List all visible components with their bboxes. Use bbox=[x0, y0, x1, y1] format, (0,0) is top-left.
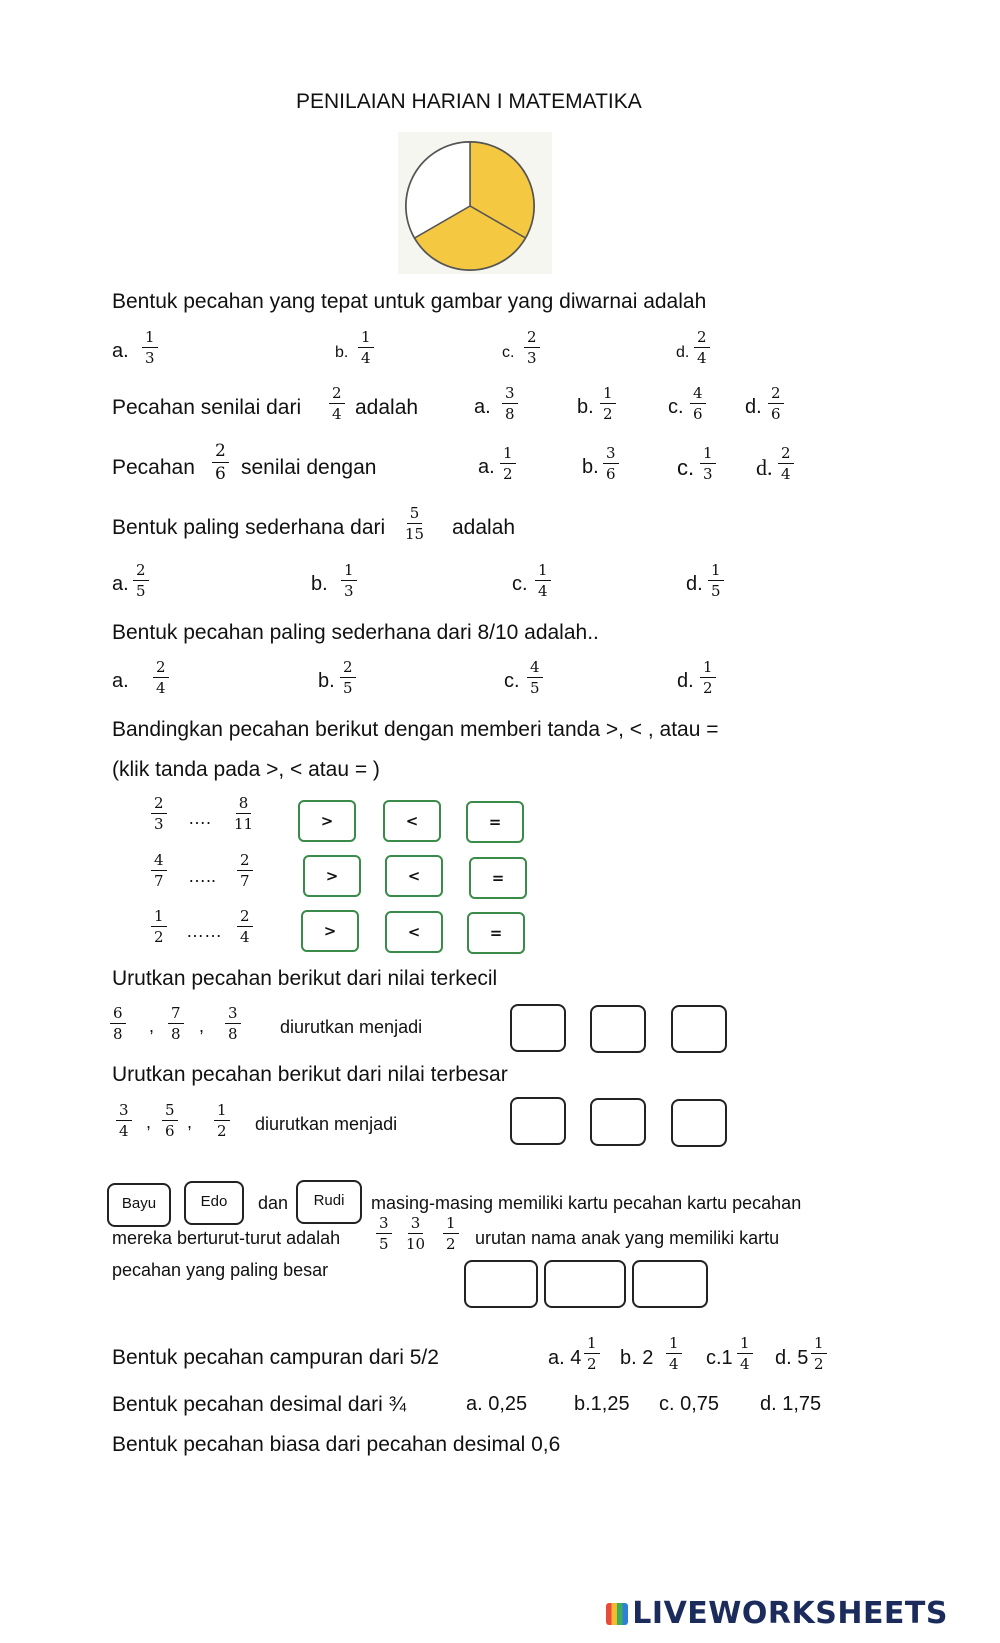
numerator: 3 bbox=[376, 1216, 392, 1234]
denominator: 2 bbox=[154, 928, 164, 946]
q7-answer-box-3[interactable] bbox=[671, 1005, 727, 1053]
q5-option-c-label: c. bbox=[504, 670, 520, 692]
q5-option-b-label: b. bbox=[318, 670, 335, 692]
numerator: 6 bbox=[110, 1006, 126, 1024]
numerator: 1 bbox=[142, 330, 158, 348]
q8-fraction-3 bbox=[214, 1103, 230, 1139]
denominator: 4 bbox=[240, 928, 250, 946]
q9-text-a: masing-masing memiliki kartu pecahan kartu pecahan bbox=[371, 1193, 802, 1213]
q6-row1-dots: …. bbox=[188, 808, 212, 828]
q3-option-d-fraction[interactable] bbox=[778, 446, 794, 482]
logo-text: LIVEWORKSHEETS bbox=[632, 1596, 948, 1631]
q8-fraction-1 bbox=[116, 1103, 132, 1139]
denominator: 4 bbox=[781, 465, 791, 483]
q6-row1-left-fraction bbox=[151, 796, 167, 832]
denominator: 2 bbox=[446, 1235, 456, 1253]
q2-option-c-fraction[interactable] bbox=[690, 386, 706, 422]
denominator: 11 bbox=[234, 815, 254, 833]
q8-fraction-2 bbox=[162, 1103, 178, 1139]
denominator: 4 bbox=[669, 1355, 679, 1373]
q3-option-b-label: b. bbox=[582, 456, 599, 478]
q9-fraction-1 bbox=[376, 1216, 392, 1252]
denominator: 2 bbox=[814, 1355, 824, 1373]
question-3-text-b: senilai dengan bbox=[241, 456, 377, 479]
question-5-text: Bentuk pecahan paling sederhana dari 8/10 adalah.. bbox=[112, 621, 599, 644]
q1-option-d-label: d. bbox=[676, 344, 690, 361]
q3-fraction bbox=[212, 443, 229, 483]
question-3-text-a: Pecahan bbox=[112, 456, 195, 479]
q10-option-d-label: d. 5 bbox=[775, 1347, 809, 1369]
q11-option-d[interactable]: d. 1,75 bbox=[760, 1393, 822, 1415]
numerator: 8 bbox=[236, 796, 252, 814]
q8-separator: , bbox=[146, 1112, 152, 1132]
q9-text-c: urutan nama anak yang memiliki kartu bbox=[475, 1228, 780, 1248]
denominator: 5 bbox=[711, 582, 721, 600]
q9-answer-box-2[interactable] bbox=[544, 1260, 626, 1308]
q3-option-a-label: a. bbox=[478, 456, 495, 478]
denominator: 6 bbox=[606, 465, 616, 483]
q1-option-b-label: b. bbox=[335, 344, 349, 361]
q8-answer-box-1[interactable] bbox=[510, 1097, 566, 1145]
q10-option-b-label: b. 2 bbox=[620, 1347, 654, 1369]
q6-row2-equal-button[interactable]: = bbox=[469, 857, 527, 899]
name-card-edo[interactable]: Edo bbox=[184, 1181, 244, 1225]
page-title: PENILAIAN HARIAN I MATEMATIKA bbox=[296, 90, 642, 113]
q1-option-a-fraction[interactable] bbox=[142, 330, 158, 366]
q2-option-c-label: c. bbox=[668, 396, 684, 418]
numerator: 1 bbox=[600, 386, 616, 404]
name-card-bayu[interactable]: Bayu bbox=[107, 1183, 171, 1227]
numerator: 1 bbox=[737, 1336, 753, 1354]
q9-answer-box-3[interactable] bbox=[632, 1260, 708, 1308]
q6-row2-greater-button[interactable]: > bbox=[303, 855, 361, 897]
question-12-text: Bentuk pecahan biasa dari pecahan desimal 0,6 bbox=[112, 1433, 561, 1456]
q9-text-b: mereka berturut-turut adalah bbox=[112, 1228, 341, 1248]
q6-row3-dots: …… bbox=[186, 921, 222, 941]
q9-dan: dan bbox=[258, 1193, 289, 1213]
denominator: 8 bbox=[505, 405, 515, 423]
question-2-text-b: adalah bbox=[355, 396, 419, 419]
q5-option-c-fraction[interactable] bbox=[527, 660, 543, 696]
q1-option-c-fraction[interactable] bbox=[524, 330, 540, 366]
question-4-text-b: adalah bbox=[452, 516, 516, 539]
denominator: 3 bbox=[527, 349, 537, 367]
q4-option-a-label: a. bbox=[112, 573, 129, 595]
q10-option-a-label: a. 4 bbox=[548, 1347, 582, 1369]
q5-option-d-label: d. bbox=[677, 670, 694, 692]
denominator: 10 bbox=[406, 1235, 426, 1253]
q5-option-a-fraction[interactable] bbox=[153, 660, 169, 696]
q3-option-b-fraction[interactable] bbox=[603, 446, 619, 482]
q9-answer-box-1[interactable] bbox=[464, 1260, 538, 1308]
q6-row2-less-button[interactable]: < bbox=[385, 855, 443, 897]
q10-option-c-fraction[interactable] bbox=[737, 1336, 753, 1372]
q8-label: diurutkan menjadi bbox=[255, 1114, 398, 1134]
q7-separator: , bbox=[149, 1016, 155, 1036]
q11-option-c[interactable]: c. 0,75 bbox=[659, 1393, 720, 1415]
denominator: 6 bbox=[771, 405, 781, 423]
numerator: 1 bbox=[666, 1336, 682, 1354]
numerator: 1 bbox=[214, 1103, 230, 1121]
q10-option-c-label: c.1 bbox=[706, 1347, 733, 1369]
q9-fraction-3 bbox=[443, 1216, 459, 1252]
denominator: 2 bbox=[587, 1355, 597, 1373]
denominator: 2 bbox=[503, 465, 513, 483]
q10-option-b-fraction[interactable] bbox=[666, 1336, 682, 1372]
q1-option-c-label: c. bbox=[502, 344, 515, 361]
q4-option-b-fraction[interactable] bbox=[341, 563, 357, 599]
q2-option-a-label: a. bbox=[474, 396, 491, 418]
numerator: 2 bbox=[212, 443, 229, 463]
name-card-rudi[interactable]: Rudi bbox=[296, 1180, 362, 1224]
pie-figure bbox=[398, 132, 552, 274]
denominator: 5 bbox=[530, 679, 540, 697]
q6-row1-greater-button[interactable]: > bbox=[298, 800, 356, 842]
q2-fraction bbox=[329, 386, 345, 422]
denominator: 4 bbox=[697, 349, 707, 367]
q11-option-b[interactable]: b.1,25 bbox=[574, 1393, 630, 1415]
numerator: 2 bbox=[153, 660, 169, 678]
logo-icon bbox=[606, 1603, 628, 1625]
q3-option-a-fraction[interactable] bbox=[500, 446, 516, 482]
q6-row1-less-button[interactable]: < bbox=[383, 800, 441, 842]
question-6-text: Bandingkan pecahan berikut dengan memberi tanda >, < , atau = bbox=[112, 718, 719, 741]
q4-option-c-fraction[interactable] bbox=[535, 563, 551, 599]
q4-option-a-fraction[interactable] bbox=[133, 563, 149, 599]
denominator: 4 bbox=[156, 679, 166, 697]
q7-fraction-3 bbox=[225, 1006, 241, 1042]
q7-answer-box-1[interactable] bbox=[510, 1004, 566, 1052]
numerator: 1 bbox=[700, 446, 716, 464]
q1-option-a-label: a. bbox=[112, 340, 129, 362]
q2-option-d-label: d. bbox=[745, 396, 762, 418]
q2-option-b-label: b. bbox=[577, 396, 594, 418]
numerator: 2 bbox=[694, 330, 710, 348]
denominator: 8 bbox=[113, 1025, 123, 1043]
numerator: 3 bbox=[116, 1103, 132, 1121]
numerator: 1 bbox=[708, 563, 724, 581]
denominator: 4 bbox=[538, 582, 548, 600]
numerator: 7 bbox=[168, 1006, 184, 1024]
denominator: 3 bbox=[344, 582, 354, 600]
q8-separator: , bbox=[187, 1112, 193, 1132]
denominator: 6 bbox=[165, 1122, 175, 1140]
question-10-text: Bentuk pecahan campuran dari 5/2 bbox=[112, 1346, 439, 1369]
numerator: 1 bbox=[151, 909, 167, 927]
q7-fraction-1 bbox=[110, 1006, 126, 1042]
q1-option-b-fraction[interactable] bbox=[358, 330, 374, 366]
denominator: 2 bbox=[603, 405, 613, 423]
denominator: 4 bbox=[119, 1122, 129, 1140]
denominator: 7 bbox=[154, 872, 164, 890]
q8-answer-box-2[interactable] bbox=[590, 1098, 646, 1146]
q8-answer-box-3[interactable] bbox=[671, 1099, 727, 1147]
numerator: 5 bbox=[162, 1103, 178, 1121]
q10-option-d-fraction[interactable] bbox=[811, 1336, 827, 1372]
denominator: 5 bbox=[343, 679, 353, 697]
q7-answer-box-2[interactable] bbox=[590, 1005, 646, 1053]
question-6-hint: (klik tanda pada >, < atau = ) bbox=[112, 758, 380, 781]
q6-row2-dots: ….. bbox=[188, 866, 217, 886]
denominator: 5 bbox=[379, 1235, 389, 1253]
question-8-text: Urutkan pecahan berikut dari nilai terbesar bbox=[112, 1063, 508, 1086]
q7-fraction-2 bbox=[168, 1006, 184, 1042]
numerator: 2 bbox=[778, 446, 794, 464]
q6-row2-left-fraction bbox=[151, 853, 167, 889]
q7-label: diurutkan menjadi bbox=[280, 1017, 423, 1037]
numerator: 2 bbox=[768, 386, 784, 404]
q6-row3-equal-button[interactable]: = bbox=[467, 912, 525, 954]
numerator: 3 bbox=[225, 1006, 241, 1024]
numerator: 2 bbox=[151, 796, 167, 814]
q6-row1-right-fraction bbox=[234, 796, 253, 832]
numerator: 1 bbox=[500, 446, 516, 464]
q6-row3-right-fraction bbox=[237, 909, 253, 945]
denominator: 6 bbox=[693, 405, 703, 423]
q5-option-b-fraction[interactable] bbox=[340, 660, 356, 696]
denominator: 7 bbox=[240, 872, 250, 890]
numerator: 3 bbox=[502, 386, 518, 404]
numerator: 1 bbox=[535, 563, 551, 581]
numerator: 3 bbox=[408, 1216, 424, 1234]
numerator: 1 bbox=[700, 660, 716, 678]
q9-fraction-2 bbox=[406, 1216, 425, 1252]
q9-text-d: pecahan yang paling besar bbox=[112, 1260, 329, 1280]
q4-option-b-label: b. bbox=[311, 573, 328, 595]
denominator: 2 bbox=[217, 1122, 227, 1140]
q3-option-c-fraction[interactable] bbox=[700, 446, 716, 482]
denominator: 4 bbox=[361, 349, 371, 367]
q4-fraction bbox=[405, 506, 424, 542]
question-4-text-a: Bentuk paling sederhana dari bbox=[112, 516, 386, 539]
numerator: 2 bbox=[237, 853, 253, 871]
q3-option-d-label: d. bbox=[756, 455, 773, 480]
numerator: 1 bbox=[358, 330, 374, 348]
denominator: 5 bbox=[136, 582, 146, 600]
q2-option-a-fraction[interactable] bbox=[502, 386, 518, 422]
question-11-text: Bentuk pecahan desimal dari ¾ bbox=[112, 1393, 407, 1416]
denominator: 4 bbox=[332, 405, 342, 423]
denominator: 8 bbox=[228, 1025, 238, 1043]
numerator: 4 bbox=[151, 853, 167, 871]
numerator: 2 bbox=[340, 660, 356, 678]
question-7-text: Urutkan pecahan berikut dari nilai terkecil bbox=[112, 967, 498, 990]
numerator: 2 bbox=[524, 330, 540, 348]
denominator: 3 bbox=[145, 349, 155, 367]
q6-row3-left-fraction bbox=[151, 909, 167, 945]
q6-row1-equal-button[interactable]: = bbox=[466, 801, 524, 843]
numerator: 1 bbox=[584, 1336, 600, 1354]
denominator: 3 bbox=[703, 465, 713, 483]
q4-option-d-fraction[interactable] bbox=[708, 563, 724, 599]
liveworksheets-logo bbox=[606, 1596, 948, 1631]
question-1-text: Bentuk pecahan yang tepat untuk gambar yang diwarnai adalah bbox=[112, 290, 707, 313]
q5-option-d-fraction[interactable] bbox=[700, 660, 716, 696]
numerator: 5 bbox=[407, 506, 423, 524]
numerator: 1 bbox=[341, 563, 357, 581]
denominator: 4 bbox=[740, 1355, 750, 1373]
q4-option-c-label: c. bbox=[512, 573, 528, 595]
q11-option-a[interactable]: a. 0,25 bbox=[466, 1393, 528, 1415]
denominator: 3 bbox=[154, 815, 164, 833]
denominator: 8 bbox=[171, 1025, 181, 1043]
numerator: 2 bbox=[133, 563, 149, 581]
question-2-text-a: Pecahan senilai dari bbox=[112, 396, 302, 419]
numerator: 2 bbox=[329, 386, 345, 404]
q6-row3-less-button[interactable]: < bbox=[385, 911, 443, 953]
q1-option-d-fraction[interactable] bbox=[694, 330, 710, 366]
numerator: 4 bbox=[690, 386, 706, 404]
denominator: 2 bbox=[703, 679, 713, 697]
q5-option-a-label: a. bbox=[112, 670, 129, 692]
q10-option-a-fraction[interactable] bbox=[584, 1336, 600, 1372]
q6-row2-right-fraction bbox=[237, 853, 253, 889]
q6-row3-greater-button[interactable]: > bbox=[301, 910, 359, 952]
q7-separator: , bbox=[199, 1016, 205, 1036]
numerator: 1 bbox=[443, 1216, 459, 1234]
numerator: 4 bbox=[527, 660, 543, 678]
q2-option-b-fraction[interactable] bbox=[600, 386, 616, 422]
numerator: 2 bbox=[237, 909, 253, 927]
q2-option-d-fraction[interactable] bbox=[768, 386, 784, 422]
q4-option-d-label: d. bbox=[686, 573, 703, 595]
numerator: 1 bbox=[811, 1336, 827, 1354]
denominator: 15 bbox=[405, 525, 425, 543]
denominator: 6 bbox=[215, 464, 226, 484]
q3-option-c-label: c. bbox=[677, 455, 695, 480]
numerator: 3 bbox=[603, 446, 619, 464]
